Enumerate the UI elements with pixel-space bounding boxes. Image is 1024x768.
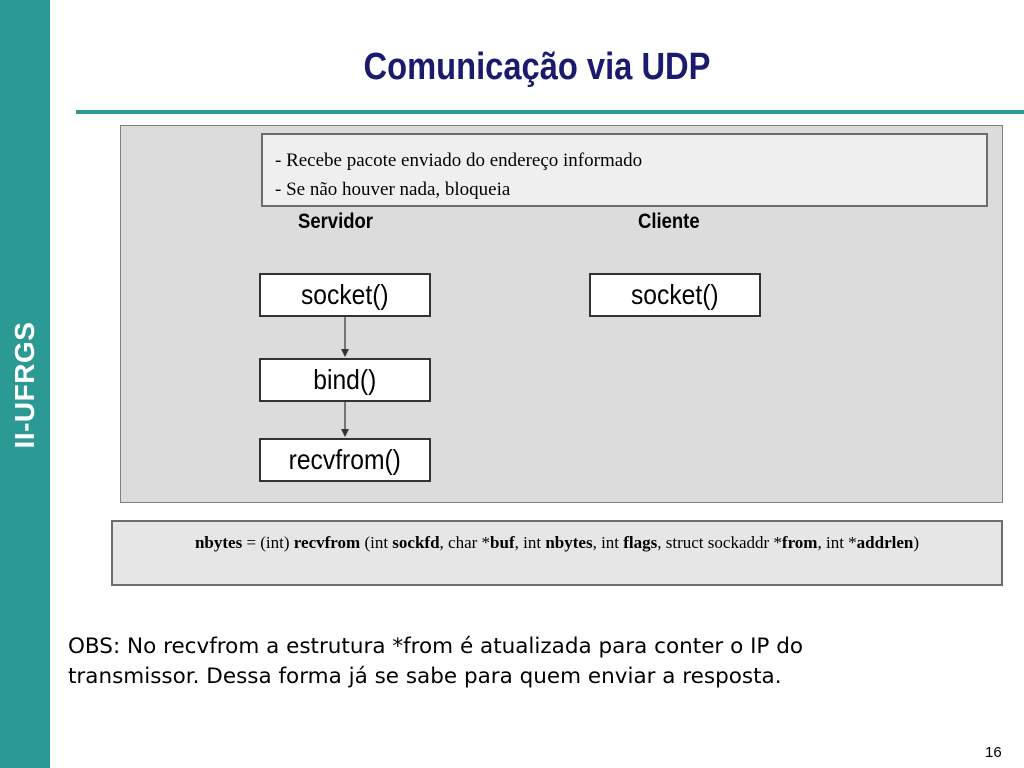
server-socket-label: socket() [301, 279, 389, 310]
sig-text: ) [913, 533, 920, 552]
sig-param-nbytes: nbytes [545, 533, 593, 552]
obs-paragraph [68, 632, 1008, 692]
sig-text: , char * [439, 533, 491, 552]
slide-title: Comunicação via UDP [363, 46, 711, 88]
sig-param-from: from [781, 533, 818, 552]
server-socket-box [259, 273, 431, 317]
sig-text: , struct sockaddr * [657, 533, 782, 552]
server-recvfrom-box [259, 438, 431, 482]
note-line-1: - Recebe pacote enviado do endereço informado [275, 150, 643, 171]
sig-text: , int * [817, 533, 857, 552]
sig-function-name: recvfrom [293, 533, 361, 552]
sig-text: , int [514, 533, 546, 552]
server-recvfrom-label: recvfrom() [288, 444, 402, 475]
sidebar [0, 0, 50, 768]
sig-text: = (int) [242, 533, 294, 552]
sig-param-flags: flags [623, 533, 658, 552]
note-box [261, 133, 988, 207]
obs-line-1: OBS: No recvfrom a estrutura *from é atualizada para conter o IP do [68, 634, 804, 659]
sig-param-addrlen: addrlen [856, 533, 914, 552]
sig-text: , int [592, 533, 624, 552]
sig-return-var: nbytes [194, 533, 243, 552]
client-socket-box [589, 273, 761, 317]
function-signature-box [111, 520, 1003, 586]
note-line-2: - Se não houver nada, bloqueia [275, 179, 511, 200]
sig-param-sockfd: sockfd [392, 533, 440, 552]
obs-line-2: transmissor. Dessa forma já se sabe para quem enviar a resposta. [68, 664, 782, 689]
page-number: 16 [985, 744, 1002, 761]
sidebar-label: II-UFRGS [9, 321, 40, 449]
sig-text: (int [360, 533, 393, 552]
server-header: Servidor [298, 210, 373, 233]
title-divider [76, 110, 1024, 114]
client-header: Cliente [638, 210, 700, 233]
client-socket-label: socket() [631, 279, 719, 310]
server-bind-label: bind() [313, 364, 377, 395]
server-bind-box [259, 358, 431, 402]
sig-param-buf: buf [490, 533, 515, 552]
